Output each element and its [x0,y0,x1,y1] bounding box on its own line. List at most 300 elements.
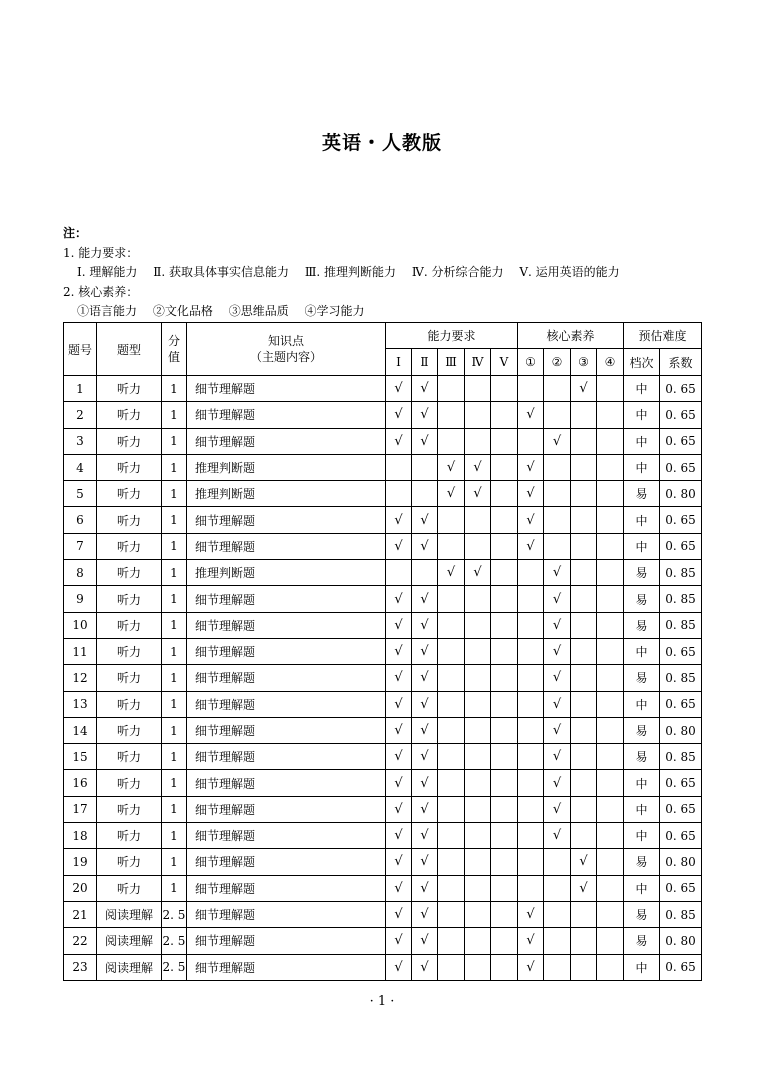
cell-ability-check: √ [386,507,412,533]
cell-core-check [571,691,597,717]
cell-ability-check [412,481,438,507]
ability-legend [63,263,632,283]
cell-level: 中 [624,454,660,480]
cell-level: 易 [624,586,660,612]
cell-coef: 0. 65 [660,507,702,533]
cell-knowledge-point: 推理判断题 [187,481,386,507]
cell-no: 6 [64,507,97,533]
cell-no: 19 [64,849,97,875]
cell-type: 听力 [97,586,162,612]
cell-level: 易 [624,560,660,586]
cell-ability-check: √ [412,691,438,717]
cell-knowledge-point: 细节理解题 [187,796,386,822]
cell-core-check [518,875,544,901]
cell-core-check [571,586,597,612]
table-row [64,665,702,691]
cell-coef: 0. 65 [660,376,702,402]
cell-score: 1 [162,481,187,507]
cell-knowledge-point: 细节理解题 [187,612,386,638]
cell-score: 1 [162,454,187,480]
cell-score: 1 [162,507,187,533]
cell-core-check [571,402,597,428]
header-ability-col: Ⅰ [386,349,412,376]
cell-core-check [597,849,624,875]
cell-ability-check: √ [386,770,412,796]
cell-knowledge-point: 细节理解题 [187,586,386,612]
cell-core-check: √ [518,507,544,533]
cell-ability-check: √ [412,901,438,927]
cell-score: 1 [162,796,187,822]
cell-core-check [544,954,571,980]
cell-knowledge-point: 推理判断题 [187,560,386,586]
cell-level: 中 [624,770,660,796]
cell-ability-check [465,665,491,691]
cell-no: 9 [64,586,97,612]
cell-core-check: √ [544,665,571,691]
cell-ability-check [386,454,412,480]
cell-level: 中 [624,954,660,980]
cell-level: 中 [624,533,660,559]
cell-core-check [597,560,624,586]
cell-ability-check [465,428,491,454]
cell-ability-check: √ [412,507,438,533]
table-row [64,744,702,770]
cell-type: 听力 [97,796,162,822]
cell-ability-check [491,691,518,717]
cell-ability-check: √ [465,560,491,586]
cell-score: 1 [162,533,187,559]
header-ability-col: Ⅲ [438,349,465,376]
cell-core-check [571,954,597,980]
cell-ability-check [438,533,465,559]
cell-core-check: √ [544,796,571,822]
cell-core-check [518,665,544,691]
cell-level: 易 [624,849,660,875]
cell-ability-check: √ [438,481,465,507]
cell-knowledge-point: 细节理解题 [187,901,386,927]
cell-type: 阅读理解 [97,954,162,980]
notes-label: 注： [63,226,88,240]
page-title: 英语・人教版 [321,132,442,154]
cell-coef: 0. 65 [660,691,702,717]
cell-ability-check [438,744,465,770]
cell-ability-check [465,717,491,743]
cell-core-check [597,770,624,796]
header-score: 分 值 [162,323,187,376]
cell-score: 1 [162,586,187,612]
cell-core-check [571,560,597,586]
cell-coef: 0. 65 [660,454,702,480]
cell-no: 13 [64,691,97,717]
cell-ability-check [438,770,465,796]
cell-type: 听力 [97,823,162,849]
cell-coef: 0. 65 [660,796,702,822]
cell-ability-check: √ [412,717,438,743]
ability-heading: 1. 能力要求： [63,245,139,260]
cell-coef: 0. 80 [660,928,702,954]
cell-coef: 0. 65 [660,638,702,664]
cell-level: 易 [624,744,660,770]
cell-ability-check: √ [386,744,412,770]
cell-core-check: √ [544,560,571,586]
cell-ability-check: √ [386,586,412,612]
cell-ability-check [438,376,465,402]
core-legend-item: ②文化品格 [152,304,213,318]
cell-core-check: √ [544,770,571,796]
cell-type: 听力 [97,507,162,533]
cell-core-check [571,507,597,533]
cell-ability-check [465,849,491,875]
cell-core-check: √ [544,823,571,849]
header-coef: 系数 [660,349,702,376]
ability-legend-item: Ⅴ. 运用英语的能力 [519,265,620,279]
cell-core-check [544,481,571,507]
cell-core-check [597,402,624,428]
cell-ability-check [438,796,465,822]
cell-ability-check: √ [412,428,438,454]
cell-core-check [597,665,624,691]
header-ability-col: Ⅳ [465,349,491,376]
cell-coef: 0. 65 [660,875,702,901]
page-number: · 1 · [369,994,395,1009]
cell-knowledge-point: 细节理解题 [187,376,386,402]
header-type: 题型 [97,323,162,376]
cell-ability-check: √ [386,638,412,664]
cell-ability-check: √ [386,823,412,849]
cell-ability-check [465,744,491,770]
cell-core-check: √ [544,612,571,638]
cell-no: 23 [64,954,97,980]
cell-ability-check [465,770,491,796]
table-row [64,402,702,428]
cell-ability-check [491,560,518,586]
cell-level: 中 [624,376,660,402]
cell-score: 1 [162,691,187,717]
cell-core-check [597,796,624,822]
cell-ability-check [491,901,518,927]
cell-knowledge-point: 细节理解题 [187,954,386,980]
cell-level: 中 [624,402,660,428]
cell-knowledge-point: 细节理解题 [187,428,386,454]
cell-ability-check [465,376,491,402]
cell-ability-check [465,875,491,901]
header-core-col: ③ [571,349,597,376]
ability-legend-item: Ⅰ. 理解能力 [77,265,138,279]
cell-type: 听力 [97,376,162,402]
cell-ability-check: √ [465,481,491,507]
cell-type: 听力 [97,428,162,454]
table-row [64,823,702,849]
cell-ability-check [491,744,518,770]
cell-no: 21 [64,901,97,927]
cell-score: 1 [162,744,187,770]
cell-core-check [571,796,597,822]
cell-type: 听力 [97,665,162,691]
cell-ability-check [465,954,491,980]
cell-ability-check [465,691,491,717]
notes [63,224,632,322]
table-row [64,901,702,927]
cell-coef: 0. 65 [660,954,702,980]
cell-ability-check: √ [386,665,412,691]
cell-core-check [518,744,544,770]
cell-core-check [597,454,624,480]
cell-no: 11 [64,638,97,664]
cell-core-check [518,796,544,822]
cell-core-check [544,875,571,901]
cell-core-check [597,691,624,717]
cell-ability-check: √ [386,402,412,428]
cell-score: 2. 5 [162,901,187,927]
cell-level: 中 [624,428,660,454]
cell-score: 2. 5 [162,954,187,980]
cell-type: 听力 [97,770,162,796]
table-row [64,533,702,559]
cell-no: 7 [64,533,97,559]
cell-core-check [597,744,624,770]
cell-core-check [518,717,544,743]
cell-core-check [597,586,624,612]
cell-no: 10 [64,612,97,638]
cell-core-check [597,481,624,507]
cell-ability-check [438,507,465,533]
cell-score: 1 [162,612,187,638]
cell-type: 听力 [97,533,162,559]
cell-knowledge-point: 细节理解题 [187,770,386,796]
cell-knowledge-point: 细节理解题 [187,691,386,717]
cell-coef: 0. 85 [660,901,702,927]
cell-ability-check [438,928,465,954]
cell-core-check [544,402,571,428]
cell-ability-check [438,875,465,901]
header-core-col: ① [518,349,544,376]
table-row [64,454,702,480]
cell-core-check [518,823,544,849]
cell-core-check: √ [518,481,544,507]
cell-knowledge-point: 细节理解题 [187,507,386,533]
cell-core-check [597,875,624,901]
cell-knowledge-point: 细节理解题 [187,402,386,428]
cell-coef: 0. 85 [660,560,702,586]
cell-no: 12 [64,665,97,691]
cell-core-check: √ [518,928,544,954]
cell-ability-check [465,901,491,927]
cell-core-check [518,849,544,875]
table-row [64,612,702,638]
table-row [64,770,702,796]
cell-ability-check [412,454,438,480]
cell-ability-check: √ [412,638,438,664]
cell-ability-check: √ [386,691,412,717]
cell-coef: 0. 85 [660,665,702,691]
cell-knowledge-point: 细节理解题 [187,665,386,691]
cell-ability-check [491,402,518,428]
cell-ability-check: √ [412,586,438,612]
cell-level: 中 [624,507,660,533]
cell-ability-check: √ [438,454,465,480]
cell-core-check: √ [544,428,571,454]
cell-core-check [518,560,544,586]
cell-core-check: √ [571,849,597,875]
cell-ability-check [438,849,465,875]
cell-ability-check: √ [386,928,412,954]
cell-coef: 0. 80 [660,481,702,507]
cell-core-check [597,717,624,743]
cell-ability-check: √ [386,796,412,822]
cell-type: 听力 [97,560,162,586]
cell-ability-check: √ [412,744,438,770]
cell-level: 易 [624,901,660,927]
cell-ability-check: √ [386,612,412,638]
cell-core-check [571,638,597,664]
cell-core-check [544,849,571,875]
table-row [64,586,702,612]
table-row [64,507,702,533]
cell-ability-check: √ [412,823,438,849]
cell-level: 易 [624,481,660,507]
cell-score: 1 [162,560,187,586]
cell-ability-check [491,481,518,507]
cell-core-check [597,533,624,559]
cell-core-check: √ [518,954,544,980]
core-legend-item: ④学习能力 [304,304,365,318]
cell-no: 16 [64,770,97,796]
cell-ability-check [412,560,438,586]
table-row [64,376,702,402]
core-heading: 2. 核心素养： [63,284,139,299]
cell-core-check [571,533,597,559]
cell-core-check: √ [571,376,597,402]
cell-core-check [597,612,624,638]
cell-no: 17 [64,796,97,822]
cell-ability-check [438,428,465,454]
cell-core-check: √ [518,454,544,480]
cell-coef: 0. 65 [660,402,702,428]
cell-coef: 0. 65 [660,770,702,796]
cell-ability-check [491,954,518,980]
cell-ability-check: √ [438,560,465,586]
cell-ability-check [491,717,518,743]
cell-ability-check: √ [412,402,438,428]
cell-ability-check [491,638,518,664]
cell-core-check [597,507,624,533]
cell-ability-check: √ [412,533,438,559]
table-row [64,638,702,664]
cell-type: 听力 [97,481,162,507]
cell-knowledge-point: 细节理解题 [187,849,386,875]
cell-core-check [597,901,624,927]
cell-no: 14 [64,717,97,743]
cell-ability-check [438,638,465,664]
cell-core-check [571,928,597,954]
cell-core-check [518,586,544,612]
cell-core-check: √ [544,638,571,664]
cell-core-check [544,454,571,480]
cell-core-check [597,928,624,954]
cell-type: 听力 [97,402,162,428]
cell-ability-check [438,717,465,743]
cell-level: 易 [624,612,660,638]
cell-core-check [544,376,571,402]
cell-ability-check [438,586,465,612]
cell-no: 4 [64,454,97,480]
cell-level: 易 [624,928,660,954]
cell-ability-check [386,481,412,507]
cell-score: 1 [162,638,187,664]
core-legend [63,302,632,322]
cell-ability-check [438,402,465,428]
cell-core-check [518,612,544,638]
cell-level: 中 [624,638,660,664]
cell-level: 中 [624,823,660,849]
cell-knowledge-point: 细节理解题 [187,875,386,901]
cell-ability-check [465,638,491,664]
cell-coef: 0. 65 [660,823,702,849]
cell-coef: 0. 85 [660,586,702,612]
cell-knowledge-point: 细节理解题 [187,823,386,849]
cell-coef: 0. 85 [660,744,702,770]
ability-legend-item: Ⅲ. 推理判断能力 [304,265,397,279]
cell-score: 1 [162,823,187,849]
cell-level: 中 [624,691,660,717]
cell-no: 5 [64,481,97,507]
header-difficulty: 预估难度 [624,323,702,349]
cell-core-check [518,638,544,664]
cell-ability-check: √ [465,454,491,480]
header-core-col: ② [544,349,571,376]
cell-ability-check: √ [386,849,412,875]
core-legend-item: ①语言能力 [77,304,138,318]
cell-core-check [571,770,597,796]
cell-core-check [571,428,597,454]
cell-knowledge-point: 细节理解题 [187,928,386,954]
cell-core-check [597,376,624,402]
cell-ability-check [465,533,491,559]
cell-core-check: √ [518,402,544,428]
cell-level: 易 [624,665,660,691]
cell-ability-check: √ [412,376,438,402]
cell-core-check [544,533,571,559]
cell-no: 15 [64,744,97,770]
cell-core-check [544,901,571,927]
cell-ability-check [438,612,465,638]
cell-core-check [571,454,597,480]
table-row [64,954,702,980]
cell-score: 1 [162,875,187,901]
cell-ability-check: √ [412,665,438,691]
cell-ability-check [465,796,491,822]
cell-ability-check [491,849,518,875]
analysis-table [63,322,702,981]
cell-core-check: √ [571,875,597,901]
header-ability-col: Ⅱ [412,349,438,376]
cell-ability-check: √ [412,954,438,980]
cell-no: 1 [64,376,97,402]
cell-core-check: √ [544,744,571,770]
cell-core-check: √ [518,901,544,927]
header-core: 核心素养 [518,323,624,349]
cell-coef: 0. 65 [660,428,702,454]
cell-coef: 0. 80 [660,717,702,743]
cell-ability-check: √ [412,770,438,796]
cell-no: 8 [64,560,97,586]
cell-ability-check [491,665,518,691]
cell-knowledge-point: 细节理解题 [187,717,386,743]
ability-legend-item: Ⅳ. 分析综合能力 [411,265,504,279]
cell-type: 阅读理解 [97,928,162,954]
cell-ability-check [491,586,518,612]
cell-ability-check [491,823,518,849]
